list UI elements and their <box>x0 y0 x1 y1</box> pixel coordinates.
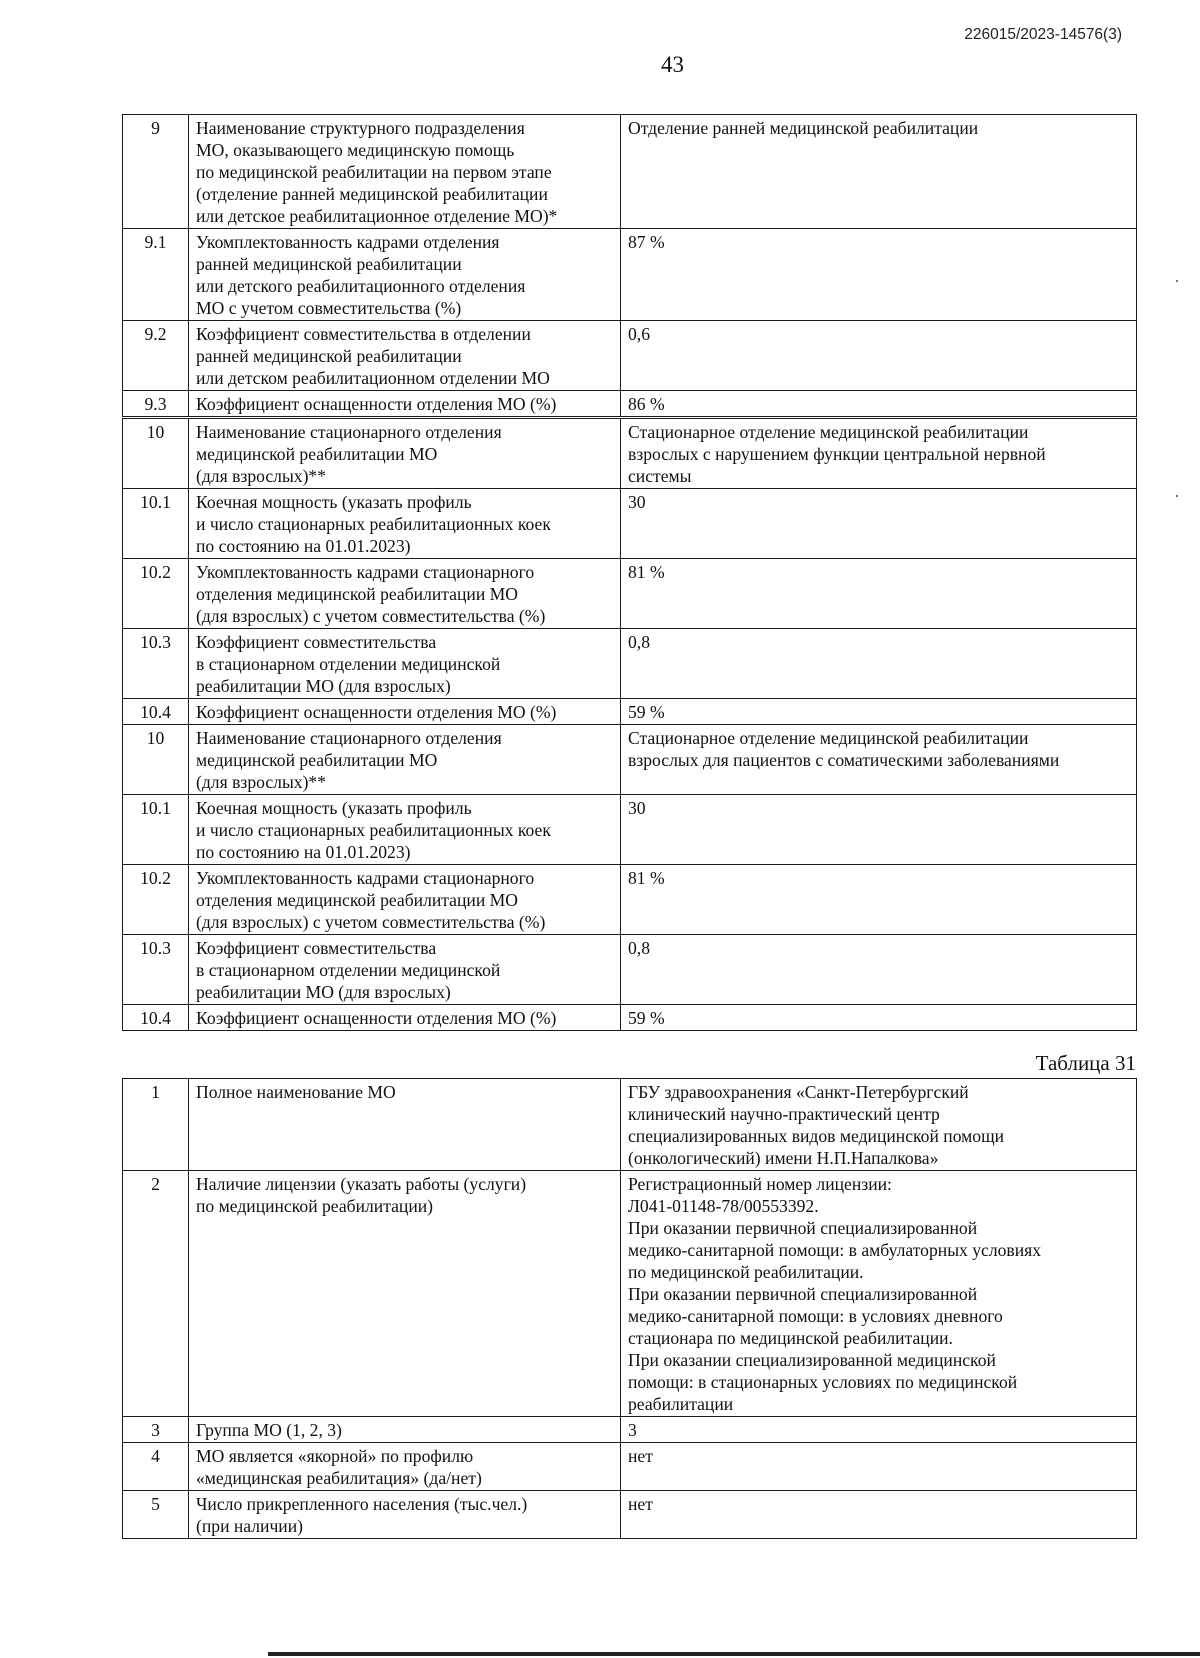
table-row <box>123 1079 1137 1171</box>
table-row <box>123 559 1137 629</box>
row-number: 10 <box>123 725 189 795</box>
document-registration-number: 226015/2023-14576(3) <box>964 26 1122 43</box>
row-number: 1 <box>123 1079 189 1171</box>
page-number: 43 <box>661 52 684 77</box>
row-value: ГБУ здравоохранения «Санкт-Петербургский клинический научно-практический центр специализированных видов медицинской помощи (онкологический) имени Н.П.Напалкова» <box>621 1079 1137 1171</box>
row-value: Стационарное отделение медицинской реабилитации взрослых для пациентов с соматическими заболеваниями <box>621 725 1137 795</box>
page-bottom-rule <box>268 1652 1200 1656</box>
row-label: Коэффициент оснащенности отделения МО (%) <box>189 699 621 725</box>
row-value: нет <box>621 1443 1137 1491</box>
row-value: нет <box>621 1491 1137 1539</box>
row-number: 10.2 <box>123 559 189 629</box>
table-row <box>123 1417 1137 1443</box>
row-value: 0,6 <box>621 321 1137 391</box>
row-label: Число прикрепленного населения (тыс.чел.) (при наличии) <box>189 1491 621 1539</box>
row-label: Коэффициент совместительства в отделении ранней медицинской реабилитации или детском реабилитационном отделении МО <box>189 321 621 391</box>
row-label: Коэффициент совместительства в стационарном отделении медицинской реабилитации МО (для взрослых) <box>189 935 621 1005</box>
row-value: 59 % <box>621 699 1137 725</box>
row-number: 10 <box>123 418 189 489</box>
row-value: 81 % <box>621 559 1137 629</box>
row-number: 10.1 <box>123 795 189 865</box>
row-value: 81 % <box>621 865 1137 935</box>
row-label: МО является «якорной» по профилю «медицинская реабилитация» (да/нет) <box>189 1443 621 1491</box>
row-label: Наименование структурного подразделения МО, оказывающего медицинскую помощь по медицинской реабилитации на первом этапе (отделение ранней медицинской реабилитации или детское реабилитационное отделение МО)* <box>189 115 621 229</box>
table-row <box>123 1171 1137 1417</box>
table-row <box>123 935 1137 1005</box>
row-value: Стационарное отделение медицинской реабилитации взрослых с нарушением функции центральной нервной системы <box>621 418 1137 489</box>
table-row <box>123 865 1137 935</box>
table-row <box>123 321 1137 391</box>
row-number: 10.4 <box>123 1005 189 1031</box>
table-row <box>123 629 1137 699</box>
row-number: 5 <box>123 1491 189 1539</box>
row-label: Коечная мощность (указать профиль и число стационарных реабилитационных коек по состоянию на 01.01.2023) <box>189 795 621 865</box>
table-row <box>123 229 1137 321</box>
row-value: 30 <box>621 795 1137 865</box>
table-row <box>123 725 1137 795</box>
scan-speck <box>1176 495 1178 497</box>
row-number: 2 <box>123 1171 189 1417</box>
row-number: 4 <box>123 1443 189 1491</box>
row-label: Наименование стационарного отделения медицинской реабилитации МО (для взрослых)** <box>189 418 621 489</box>
row-number: 9.2 <box>123 321 189 391</box>
table-row <box>123 391 1137 418</box>
table-row <box>123 115 1137 229</box>
table-caption: Таблица 31 <box>1035 1051 1136 1075</box>
row-label: Наличие лицензии (указать работы (услуги) по медицинской реабилитации) <box>189 1171 621 1417</box>
row-value: 0,8 <box>621 935 1137 1005</box>
scan-speck <box>1176 280 1178 282</box>
row-number: 9 <box>123 115 189 229</box>
table-row <box>123 1005 1137 1031</box>
row-number: 3 <box>123 1417 189 1443</box>
row-label: Укомплектованность кадрами отделения ранней медицинской реабилитации или детского реабилитационного отделения МО с учетом совместительства (%) <box>189 229 621 321</box>
organization-info-table <box>122 1078 1137 1539</box>
row-value: Регистрационный номер лицензии: Л041-01148-78/00553392. При оказании первичной специализированной медико-санитарной помощи: в амбулаторных условиях по медицинской реабилитации. При оказании первичной специализированной медико-санитарной помощи: в условиях дневного стационара по медицинской реабилитации. При оказании специализированной медицинской помощи: в стационарных условиях по медицинской реабилитации <box>621 1171 1137 1417</box>
row-value: 30 <box>621 489 1137 559</box>
row-label: Коэффициент совместительства в стационарном отделении медицинской реабилитации МО (для взрослых) <box>189 629 621 699</box>
row-value: 0,8 <box>621 629 1137 699</box>
row-label: Укомплектованность кадрами стационарного отделения медицинской реабилитации МО (для взрослых) с учетом совместительства (%) <box>189 559 621 629</box>
row-number: 10.3 <box>123 629 189 699</box>
row-number: 10.3 <box>123 935 189 1005</box>
row-label: Группа МО (1, 2, 3) <box>189 1417 621 1443</box>
row-label: Укомплектованность кадрами стационарного отделения медицинской реабилитации МО (для взрослых) с учетом совместительства (%) <box>189 865 621 935</box>
table-row <box>123 489 1137 559</box>
row-value: 86 % <box>621 391 1137 418</box>
row-label: Наименование стационарного отделения медицинской реабилитации МО (для взрослых)** <box>189 725 621 795</box>
row-value: 59 % <box>621 1005 1137 1031</box>
rehabilitation-indicators-table <box>122 114 1137 1031</box>
row-number: 10.4 <box>123 699 189 725</box>
row-number: 9.1 <box>123 229 189 321</box>
row-number: 10.1 <box>123 489 189 559</box>
row-value: 3 <box>621 1417 1137 1443</box>
row-label: Коэффициент оснащенности отделения МО (%) <box>189 1005 621 1031</box>
table-row <box>123 1491 1137 1539</box>
table-row <box>123 1443 1137 1491</box>
row-value: 87 % <box>621 229 1137 321</box>
row-label: Коечная мощность (указать профиль и число стационарных реабилитационных коек по состоянию на 01.01.2023) <box>189 489 621 559</box>
row-label: Полное наименование МО <box>189 1079 621 1171</box>
table-row <box>123 418 1137 489</box>
row-label: Коэффициент оснащенности отделения МО (%) <box>189 391 621 418</box>
row-value: Отделение ранней медицинской реабилитации <box>621 115 1137 229</box>
table-row <box>123 795 1137 865</box>
row-number: 9.3 <box>123 391 189 418</box>
row-number: 10.2 <box>123 865 189 935</box>
table-row <box>123 699 1137 725</box>
